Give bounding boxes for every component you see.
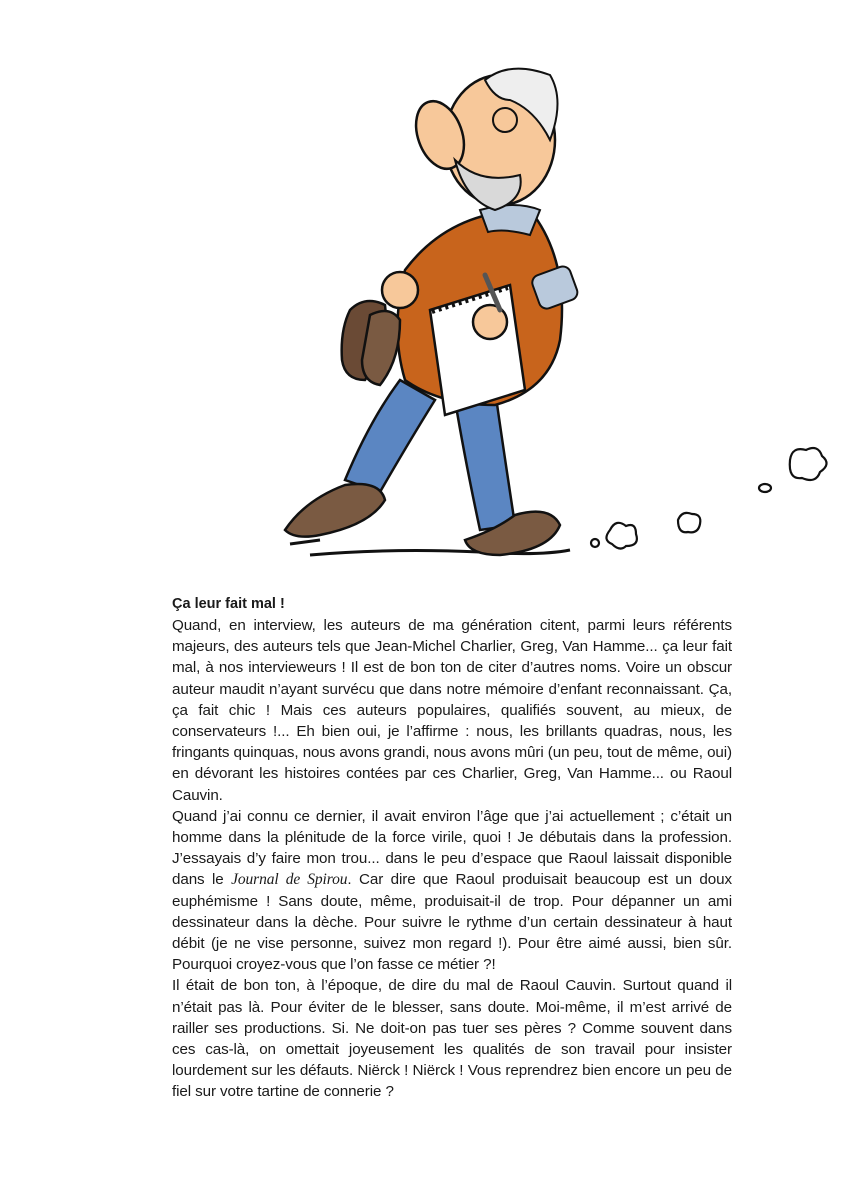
article xyxy=(172,594,732,1103)
article-title: Ça leur fait mal ! xyxy=(172,596,285,612)
head xyxy=(407,69,557,210)
paragraph-1: Quand, en interview, les auteurs de ma génération citent, parmi leurs référents majeurs, des auteurs tels que Jean-Michel Charlier, Greg, Van Hamme... ça leur fait mal, à nos intervieweurs ! Il est de bon ton de citer d’autres noms. Voire un obscur auteur maudit n’ayant survécu que dans notre mémoire d’enfant reconnaissant. Ça, ça fait chic ! Mais ces auteurs populaires, qualifiés souvent, au mieux, de conservateurs !... Eh bien oui, je l’affirme : nous, les brillants quadras, nous, les fringants quinquas, nous avons grandi, nous avons mûri (un peu, tout de même, oui) en dévorant les histoires contées par ces Charlier, Greg, Van Hamme... ou Raoul Cauvin. xyxy=(172,617,732,804)
paragraph-2-end: . Car dire que Raoul produisait beaucoup est un doux euphémisme ! Sans doute, même, produisait-il de trop. Pour dépanner un ami dessinateur dans la dèche. Pour suivre le rythme d’un certain dessinateur à haut débit (je ne vise personne, suivez mon regard !). Pour être aimé aussi, bien sûr. Pourquoi croyez-vous que l’on fasse ce métier ?! xyxy=(172,871,732,974)
notepad-icon xyxy=(430,285,525,415)
front-leg xyxy=(455,390,560,555)
paragraph-3: Il était de bon ton, à l’époque, de dire du mal de Raoul Cauvin. Surtout quand il n’était pas là. Pour éviter de le blesser, sans doute. Moi-même, il m’est arrivé de railler ses productions. Si. Ne doit-on pas tuer ses pères ? Comme souvent dans ces cas-là, on omettait joyeusement les qualités de son travail pour insister lourdement sur les défauts. Niërck ! Niërck ! Vous reprendrez bien encore un peu de fiel sur votre tartine de connerie ? xyxy=(172,977,732,1101)
paragraph-2-start: Quand j’ai connu ce dernier, il avait environ l’âge que j’ai actuellement ; c’était un homme dans la plénitude de la force virile, quoi ! Je débutais dans la profession. J’essayais d’y faire mon trou... dans le peu d’espace que Raoul laissait disponible dans le xyxy=(172,807,732,889)
cartoonist-illustration xyxy=(250,60,840,580)
journal-title: Journal de Spirou xyxy=(231,871,348,889)
back-leg xyxy=(285,380,435,537)
carried-shoes-icon xyxy=(342,301,400,385)
dust-puffs-icon xyxy=(591,448,827,549)
paragraph-2 xyxy=(172,806,732,976)
